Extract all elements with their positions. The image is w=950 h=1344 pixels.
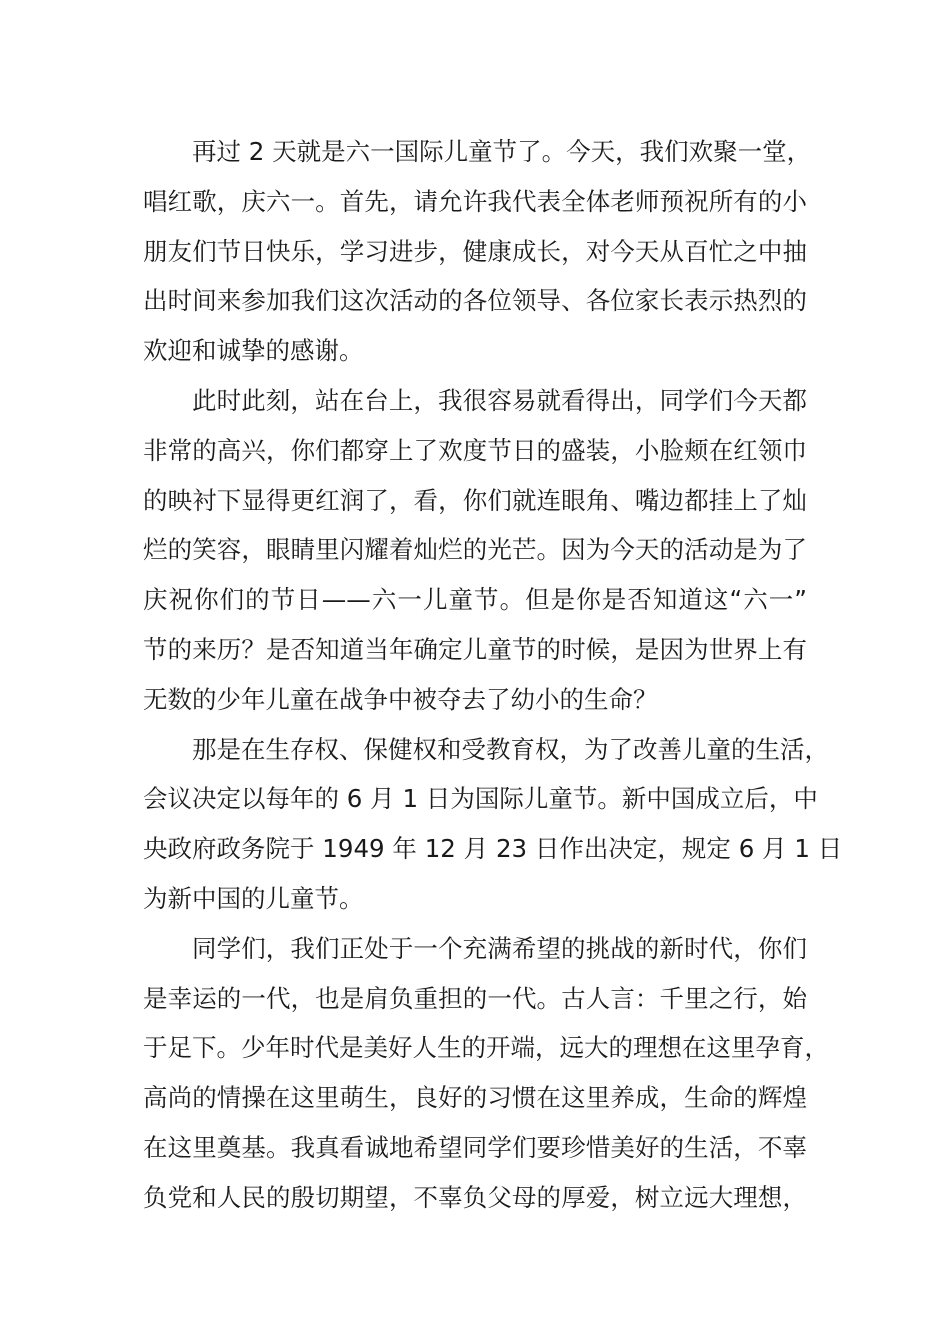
text-line: 于足下。少年时代是美好人生的开端，远大的理想在这里孕育，: [143, 1033, 829, 1063]
text-line: 再过 2 天就是六一国际儿童节了。今天，我们欢聚一堂，: [192, 137, 812, 166]
document-body: [143, 127, 843, 1223]
text-line: 出时间来参加我们这次活动的各位领导、各位家长表示热烈的: [143, 286, 807, 316]
text-line: 为新中国的儿童节。: [143, 883, 364, 913]
text-line: 非常的高兴，你们都穿上了欢度节日的盛装，小脸颊在红领巾: [143, 435, 807, 465]
text-line: 在这里奠基。我真看诚地希望同学们要珍惜美好的生活，不辜: [143, 1132, 807, 1162]
text-line: 朋友们节日快乐，学习进步，健康成长，对今天从百忙之中抽: [143, 236, 807, 266]
text-line: 此时此刻，站在台上，我很容易就看得出，同学们今天都: [192, 385, 807, 415]
text-line: 节的来历？是否知道当年确定儿童节的时候，是因为世界上有: [143, 634, 807, 664]
text-line: 负党和人民的殷切期望，不辜负父母的厚爱，树立远大理想，: [143, 1182, 807, 1212]
text-line: 唱红歌，庆六一。首先，请允许我代表全体老师预祝所有的小: [143, 186, 807, 216]
text-line: 那是在生存权、保健权和受教育权，为了改善儿童的生活，: [192, 734, 829, 764]
text-line: 高尚的情操在这里萌生，良好的习惯在这里养成，生命的辉煌: [143, 1083, 807, 1113]
text-line: 的映衬下显得更红润了，看，你们就连眼角、嘴边都挂上了灿: [143, 485, 807, 515]
text-line: 同学们，我们正处于一个充满希望的挑战的新时代，你们: [192, 933, 807, 963]
text-line: 央政府政务院于 1949 年 12 月 23 日作出决定，规定 6 月 1 日: [143, 834, 843, 864]
text-line: 会议决定以每年的 6 月 1 日为国际儿童节。新中国成立后，中: [143, 784, 818, 814]
text-line: 欢迎和诚挚的感谢。: [143, 336, 364, 366]
text-line: 烂的笑容，眼睛里闪耀着灿烂的光芒。因为今天的活动是为了: [143, 535, 807, 565]
text-line: 庆祝你们的节日——六一儿童节。但是你是否知道这“六一”: [143, 585, 807, 615]
text-line: 无数的少年儿童在战争中被夺去了幼小的生命？: [143, 684, 658, 714]
text-line: 是幸运的一代，也是肩负重担的一代。古人言：千里之行，始: [143, 983, 807, 1013]
